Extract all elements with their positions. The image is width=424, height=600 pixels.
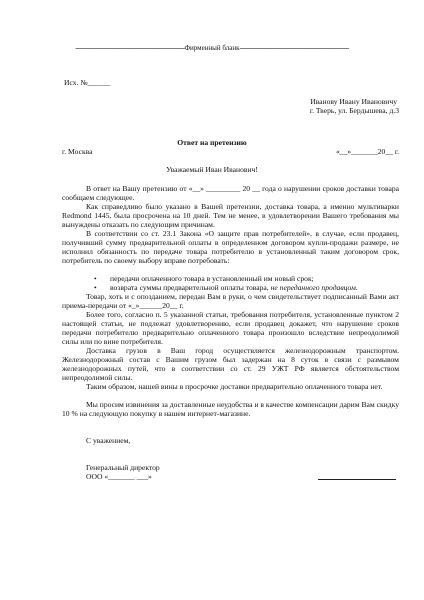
signer-position: Генеральный директор: [86, 463, 160, 472]
addressee-name: Иванову Ивану Ивановичу: [310, 97, 397, 106]
signer-company: ООО «_______ ___»: [86, 472, 152, 481]
paragraph-8: Мы просим извинения за доставленные неудобства и в качестве компенсации дарим Вам скидку 10 % на следующую покупку в нашем интернет-магазине.: [62, 400, 399, 418]
paragraph-6: Доставка грузов в Ваш город осуществляется железнодорожным транспортом. Железнодорожный состав с Вашим грузом был задержан на 8 суток в связи с размывом железнодорожных путей, что в соответствии со ст. 29 УЖТ РФ является обстоятельством непреодолимой силы.: [62, 346, 399, 382]
closing: С уважением,: [86, 436, 131, 445]
list-item-text: возврата суммы предварительной оплаты товара,: [110, 283, 271, 292]
paragraph-7: Таким образом, нашей вины в просрочке доставки предварительно оплаченного товара нет.: [86, 382, 383, 391]
paragraph-5: Более того, согласно п. 5 указанной статьи, требования потребителя, установленные пунктом 2 настоящей статьи, не подлежат удовлетворению, если продавец докажет, что нарушение сроков передачи потребителю предварительно оплаченного товара произошло вследствие непреодолимой силы или по вине потребителя.: [62, 310, 399, 346]
list-item: [62, 283, 399, 292]
list-item: [62, 274, 399, 283]
outgoing-number: Исх. №______: [64, 78, 111, 87]
paragraph-4: Товар, хоть и с опозданием, передан Вам в руки, о чем свидетельствует подписанный Вами акт приема-передачи от «_»______20__ г.: [62, 292, 399, 310]
letterhead-label: Фирменный бланк: [184, 44, 240, 52]
page-title: Ответ на претензию: [177, 138, 247, 147]
signature-line: [318, 479, 396, 480]
city: г. Москва: [62, 147, 93, 156]
greeting: Уважаемый Иван Иванович!: [166, 165, 258, 174]
dashes-left: ---------------------------------------------------------------: [75, 44, 185, 52]
dashes-right: ---------------------------------------------------------------: [239, 44, 349, 52]
list-item-italic-text: не переданного продавцом.: [270, 283, 358, 292]
date: «__»_______20__ г.: [335, 147, 399, 156]
paragraph-3: В соответствии со ст. 23.1 Закона «О защите прав потребителей», в случае, если продавец, получивший сумму предварительной оплаты в определенном договором купли-продажи размере, не исполнил обязанность по передаче товара потребителю в установленный таким договором срок, потребитель по своему выбору вправе потребовать:: [62, 229, 399, 265]
addressee-address: г. Тверь, ул. Бердышева, д.3: [309, 106, 399, 115]
requirements-list: [62, 274, 399, 292]
list-item-text: передачи оплаченного товара в установленный им новый срок;: [110, 274, 314, 283]
paragraph-1: В ответ на Вашу претензию от «__» _________ 20 __ года о нарушении сроков доставки товара сообщаем следующее.: [62, 184, 399, 202]
paragraph-2: Как справедливо было указано в Вашей претензии, доставка товара, а именно мультиварки Redmond 1445, была просрочена на 10 дней. Тем не менее, в удовлетворении Вашего требования мы вынуждены отказать по следующим причинам.: [62, 202, 399, 229]
letterhead-line: [40, 44, 384, 53]
